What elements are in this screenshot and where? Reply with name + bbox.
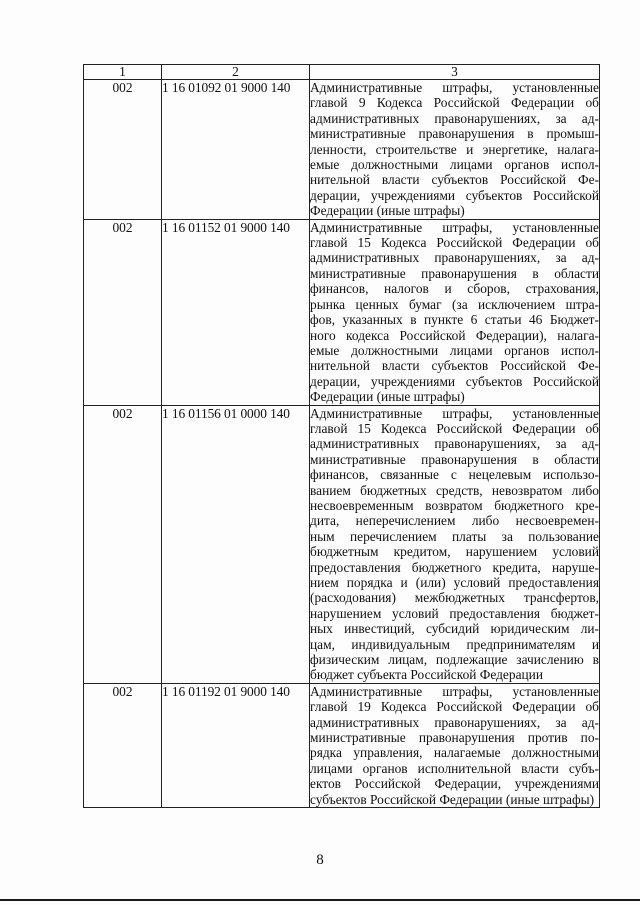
description-line: бюджетным кредитом, нарушением условий xyxy=(310,544,599,560)
budget-classification-code-cell: 1 16 01156 01 0000 140 xyxy=(162,405,310,683)
description-line: главой 19 Кодекса Российской Федерации об xyxy=(310,699,599,715)
revenue-description-cell xyxy=(310,683,600,807)
revenue-description-cell xyxy=(310,219,600,405)
table-row xyxy=(84,219,600,405)
description-line: нием порядка и (или) условий предоставления xyxy=(310,575,599,590)
administrator-code-cell: 002 xyxy=(84,80,162,220)
administrator-code-cell: 002 xyxy=(84,683,162,807)
table-row xyxy=(84,80,600,220)
description-line: ленности, строительстве и энергетике, налага- xyxy=(310,141,599,157)
description-line: министративные правонарушения в области xyxy=(310,265,599,281)
description-line: Административные штрафы, установленные xyxy=(310,683,599,699)
description-line: нительной власти субъектов Российской Фе- xyxy=(310,358,599,374)
description-line: нительной власти субъектов Российской Фе- xyxy=(310,172,599,188)
description-line: дерации, учреждениями субъектов Российской xyxy=(310,373,599,389)
description-line: несвоевременным возвратом бюджетного кре- xyxy=(310,497,599,513)
description-line: административных правонарушениях, за ад- xyxy=(310,250,599,266)
description-line: фов, указанных в пункте 6 статьи 46 Бюджет- xyxy=(310,312,599,328)
description-line: ектов Российской Федерации, учреждениями xyxy=(310,776,599,792)
description-line: министративные правонарушения в области xyxy=(310,451,599,467)
description-line: главой 15 Кодекса Российской Федерации об xyxy=(310,235,599,251)
description-line: министративные правонарушения против по- xyxy=(310,730,599,746)
description-line: предоставления бюджетного кредита, наруше- xyxy=(310,559,599,575)
budget-classification-code-cell: 1 16 01192 01 9000 140 xyxy=(162,683,310,807)
page-number: 8 xyxy=(316,852,324,868)
description-line: дита, неперечислением либо несвоевремен- xyxy=(310,513,599,529)
table-row xyxy=(84,405,600,683)
revenue-description-cell xyxy=(310,405,600,683)
description-line: рынка ценных бумаг (за исключением штра- xyxy=(310,296,599,312)
description-line: административных правонарушениях, за ад- xyxy=(310,714,599,730)
description-line: рядка управления, налагаемые должностными xyxy=(310,745,599,761)
description-line: цам, индивидуальным предпринимателям и xyxy=(310,636,599,652)
description-line: емые должностными лицами органов испол- xyxy=(310,342,599,358)
column-header: 2 xyxy=(162,65,310,80)
description-line: субъектов Российской Федерации (иные штрафы) xyxy=(310,791,595,807)
description-line: Административные штрафы, установленные xyxy=(310,219,599,235)
description-line: ным перечислением платы за пользование xyxy=(310,528,599,544)
description-line: бюджет субъекта Российской Федерации xyxy=(310,667,544,683)
description-line: емые должностными лицами органов испол- xyxy=(310,157,599,173)
description-line: нарушением условий предоставления бюджет- xyxy=(310,605,599,621)
budget-classification-code-cell: 1 16 01152 01 9000 140 xyxy=(162,219,310,405)
description-line: Федерации (иные штрафы) xyxy=(310,389,465,405)
description-line: ного кодекса Российской Федерации), налага- xyxy=(310,327,599,343)
description-line: министративные правонарушения в промыш- xyxy=(310,126,599,142)
description-line: ных инвестиций, субсидий юридическим ли- xyxy=(310,621,599,637)
description-line: дерации, учреждениями субъектов Российской xyxy=(310,187,599,203)
description-line: лицами органов исполнительной власти субъ- xyxy=(310,760,599,776)
scan-edge-line xyxy=(0,899,640,901)
column-header: 1 xyxy=(84,65,162,80)
administrator-code-cell: 002 xyxy=(84,405,162,683)
description-line: финансов, налогов и сборов, страхования, xyxy=(310,281,599,297)
table-row xyxy=(84,683,600,807)
budget-codes-table xyxy=(83,64,600,808)
budget-classification-code-cell: 1 16 01092 01 9000 140 xyxy=(162,80,310,220)
table-header-row xyxy=(84,65,600,80)
column-header: 3 xyxy=(310,65,600,80)
description-line: главой 9 Кодекса Российской Федерации об xyxy=(310,95,599,111)
administrator-code-cell: 002 xyxy=(84,219,162,405)
description-line: ванием бюджетных средств, невозвратом либо xyxy=(310,482,599,498)
description-line: (расходования) межбюджетных трансфертов, xyxy=(310,590,599,606)
description-line: Административные штрафы, установленные xyxy=(310,80,599,95)
description-line: финансов, связанные с нецелевым использо- xyxy=(310,467,599,483)
description-line: главой 15 Кодекса Российской Федерации об xyxy=(310,420,599,436)
description-line: административных правонарушениях, за ад- xyxy=(310,110,599,126)
description-line: физическим лицам, подлежащие зачислению в xyxy=(310,652,599,668)
description-line: административных правонарушениях, за ад- xyxy=(310,436,599,452)
description-line: Федерации (иные штрафы) xyxy=(310,203,465,219)
revenue-description-cell xyxy=(310,80,600,220)
description-line: Административные штрафы, установленные xyxy=(310,405,599,421)
